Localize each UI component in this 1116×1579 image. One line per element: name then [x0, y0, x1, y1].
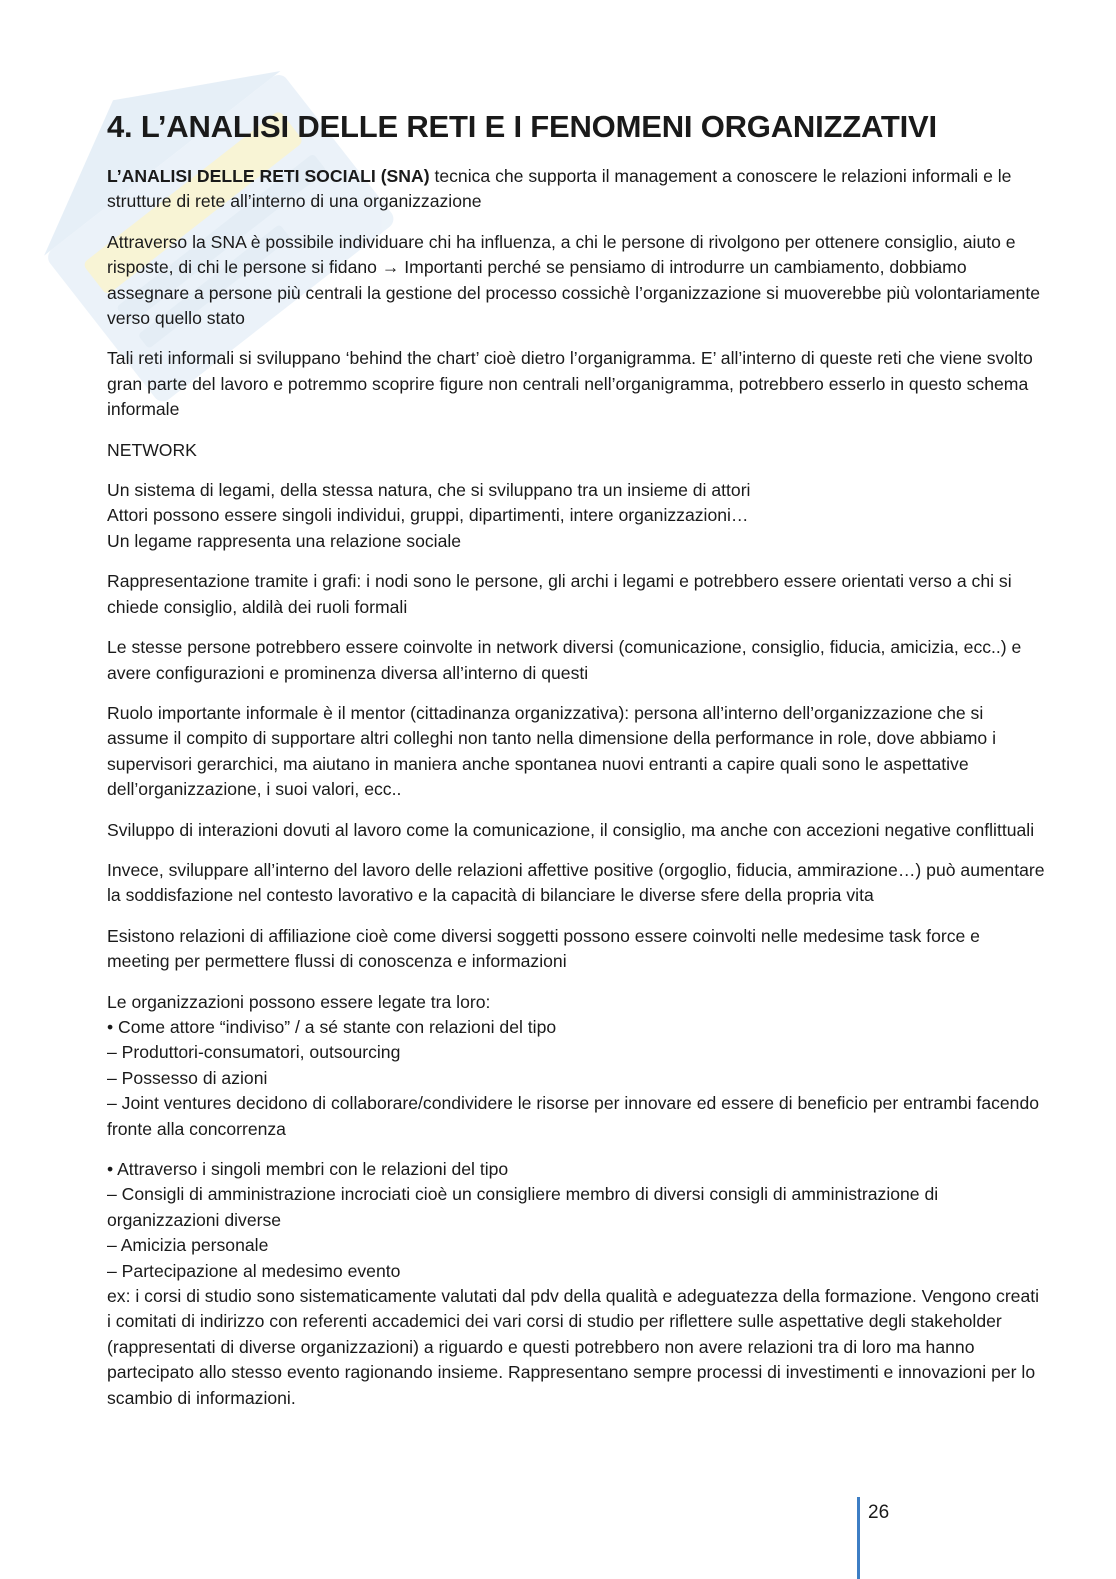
intro-paragraph — [107, 164, 1047, 215]
network-label: NETWORK — [107, 439, 197, 460]
footer-divider — [857, 1497, 860, 1579]
intro-text: tecnica che supporta il management a conoscere le relazioni informali e le strutture di rete all’interno di una organizzazione — [107, 166, 1012, 212]
list-item: – Partecipazione al medesimo evento — [107, 1260, 401, 1281]
list-item: Le organizzazioni possono essere legate tra loro: — [107, 991, 491, 1012]
paragraph-sna: Attraverso la SNA è possibile individuare chi ha influenza, a chi le persone di rivolgono per ottenere consiglio, aiuto e risposte, di chi le persone si fidano → Importanti perché se pensiamo di introdurre un cambiamento, dobbiamo assegnare a persone più centrali la gestione del processo cossichè l’organizzazione si muoverebbe più volontariamente verso quello stato — [107, 231, 1041, 329]
list-item: – Joint ventures decidono di collaborare/condividere le risorse per innovare ed essere di beneficio per entrambi facendo fronte alla concorrenza — [107, 1093, 1040, 1139]
list-item: • Come attore “indiviso” / a sé stante con relazioni del tipo — [107, 1016, 557, 1037]
list-item: – Produttori-consumatori, outsourcing — [107, 1042, 401, 1063]
list-item: – Consigli di amministrazione incrociati cioè un consigliere membro di diversi consigli di amministrazione di organizzazioni diverse — [107, 1184, 939, 1230]
list-item: – Amicizia personale — [107, 1235, 269, 1256]
network-definition — [107, 478, 1047, 554]
network-line: Un legame rappresenta una relazione sociale — [107, 530, 462, 551]
list-item: ex: i corsi di studio sono sistematicamente valutati dal pdv della qualità e adeguatezza della formazione. Vengono creati i comitati di indirizzo con referenti accademici dei vari corsi di studio per riflettere sulle aspettative degli stakeholder (rappresentati di diverse organizzazioni) a riguardo e questi potrebbero non avere relazioni tra di loro ma hanno partecipato allo stesso evento ragionando insieme. Rappresentano sempre processi di investimenti e innovazioni per lo scambio di informazioni. — [107, 1286, 1040, 1408]
paragraph-invece: Invece, sviluppare all’interno del lavoro delle relazioni affettive positive (orgoglio, fiducia, ammirazione…) può aumentare la soddisfazione nel contesto lavorativo e la capacità di bilanciare le diverse sfere della propria vita — [107, 859, 1045, 906]
list-item: • Attraverso i singoli membri con le relazioni del tipo — [107, 1159, 509, 1179]
network-line: Attori possono essere singoli individui, gruppi, dipartimenti, intere organizzazioni… — [107, 505, 749, 526]
intro-term: L’ANALISI DELLE RETI SOCIALI (SNA) — [107, 166, 430, 186]
paragraph-sviluppo: Sviluppo di interazioni dovuti al lavoro come la comunicazione, il consiglio, ma anche con accezioni negative conflittuali — [107, 819, 1035, 840]
page-number: 26 — [868, 1502, 890, 1523]
list-item: – Possesso di azioni — [107, 1067, 268, 1088]
paragraph-behind-chart: Tali reti informali si sviluppano ‘behind the chart’ cioè dietro l’organigramma. E’ all’interno di queste reti che viene svolto gran parte del lavoro e potremmo scoprire figure non centrali nell’organigramma, potrebbero esserlo in questo schema informale — [107, 348, 1033, 420]
paragraph-mentor: Ruolo importante informale è il mentor (cittadinanza organizzativa): persona all’interno dell’organizzazione che si assume il compito di supportare altri colleghi non tanto nella dimensione della performance in role, dove abbiamo i supervisori gerarchici, ma aiutano in maniera anche spontanea nuovi entranti a capire quali sono le aspettative dell’organizzazione, i suoi valori, ecc.. — [107, 702, 996, 800]
paragraph-grafi: Rappresentazione tramite i grafi: i nodi sono le persone, gli archi i legami e potrebbero essere orientati verso a chi si chiede consiglio, aldilà dei ruoli formali — [107, 571, 1012, 617]
page-title: 4. L’ANALISI DELLE RETI E I FENOMENI ORGANIZZATIVI — [107, 109, 937, 144]
org-relations-list — [107, 990, 1047, 1142]
network-line: Un sistema di legami, della stessa natura, che si sviluppano tra un insieme di attori — [107, 480, 751, 501]
member-relations-list — [107, 1157, 1047, 1411]
document-body — [107, 108, 1047, 1426]
paragraph-stesse-persone: Le stesse persone potrebbero essere coinvolte in network diversi (comunicazione, consiglio, fiducia, amicizia, ecc..) e avere configurazioni e prominenza diversa all’interno di questi — [107, 637, 1022, 683]
paragraph-affiliazione: Esistono relazioni di affiliazione cioè come diversi soggetti possono essere coinvolti nelle medesime task force e meeting per permettere flussi di conoscenza e informazioni — [107, 925, 980, 972]
